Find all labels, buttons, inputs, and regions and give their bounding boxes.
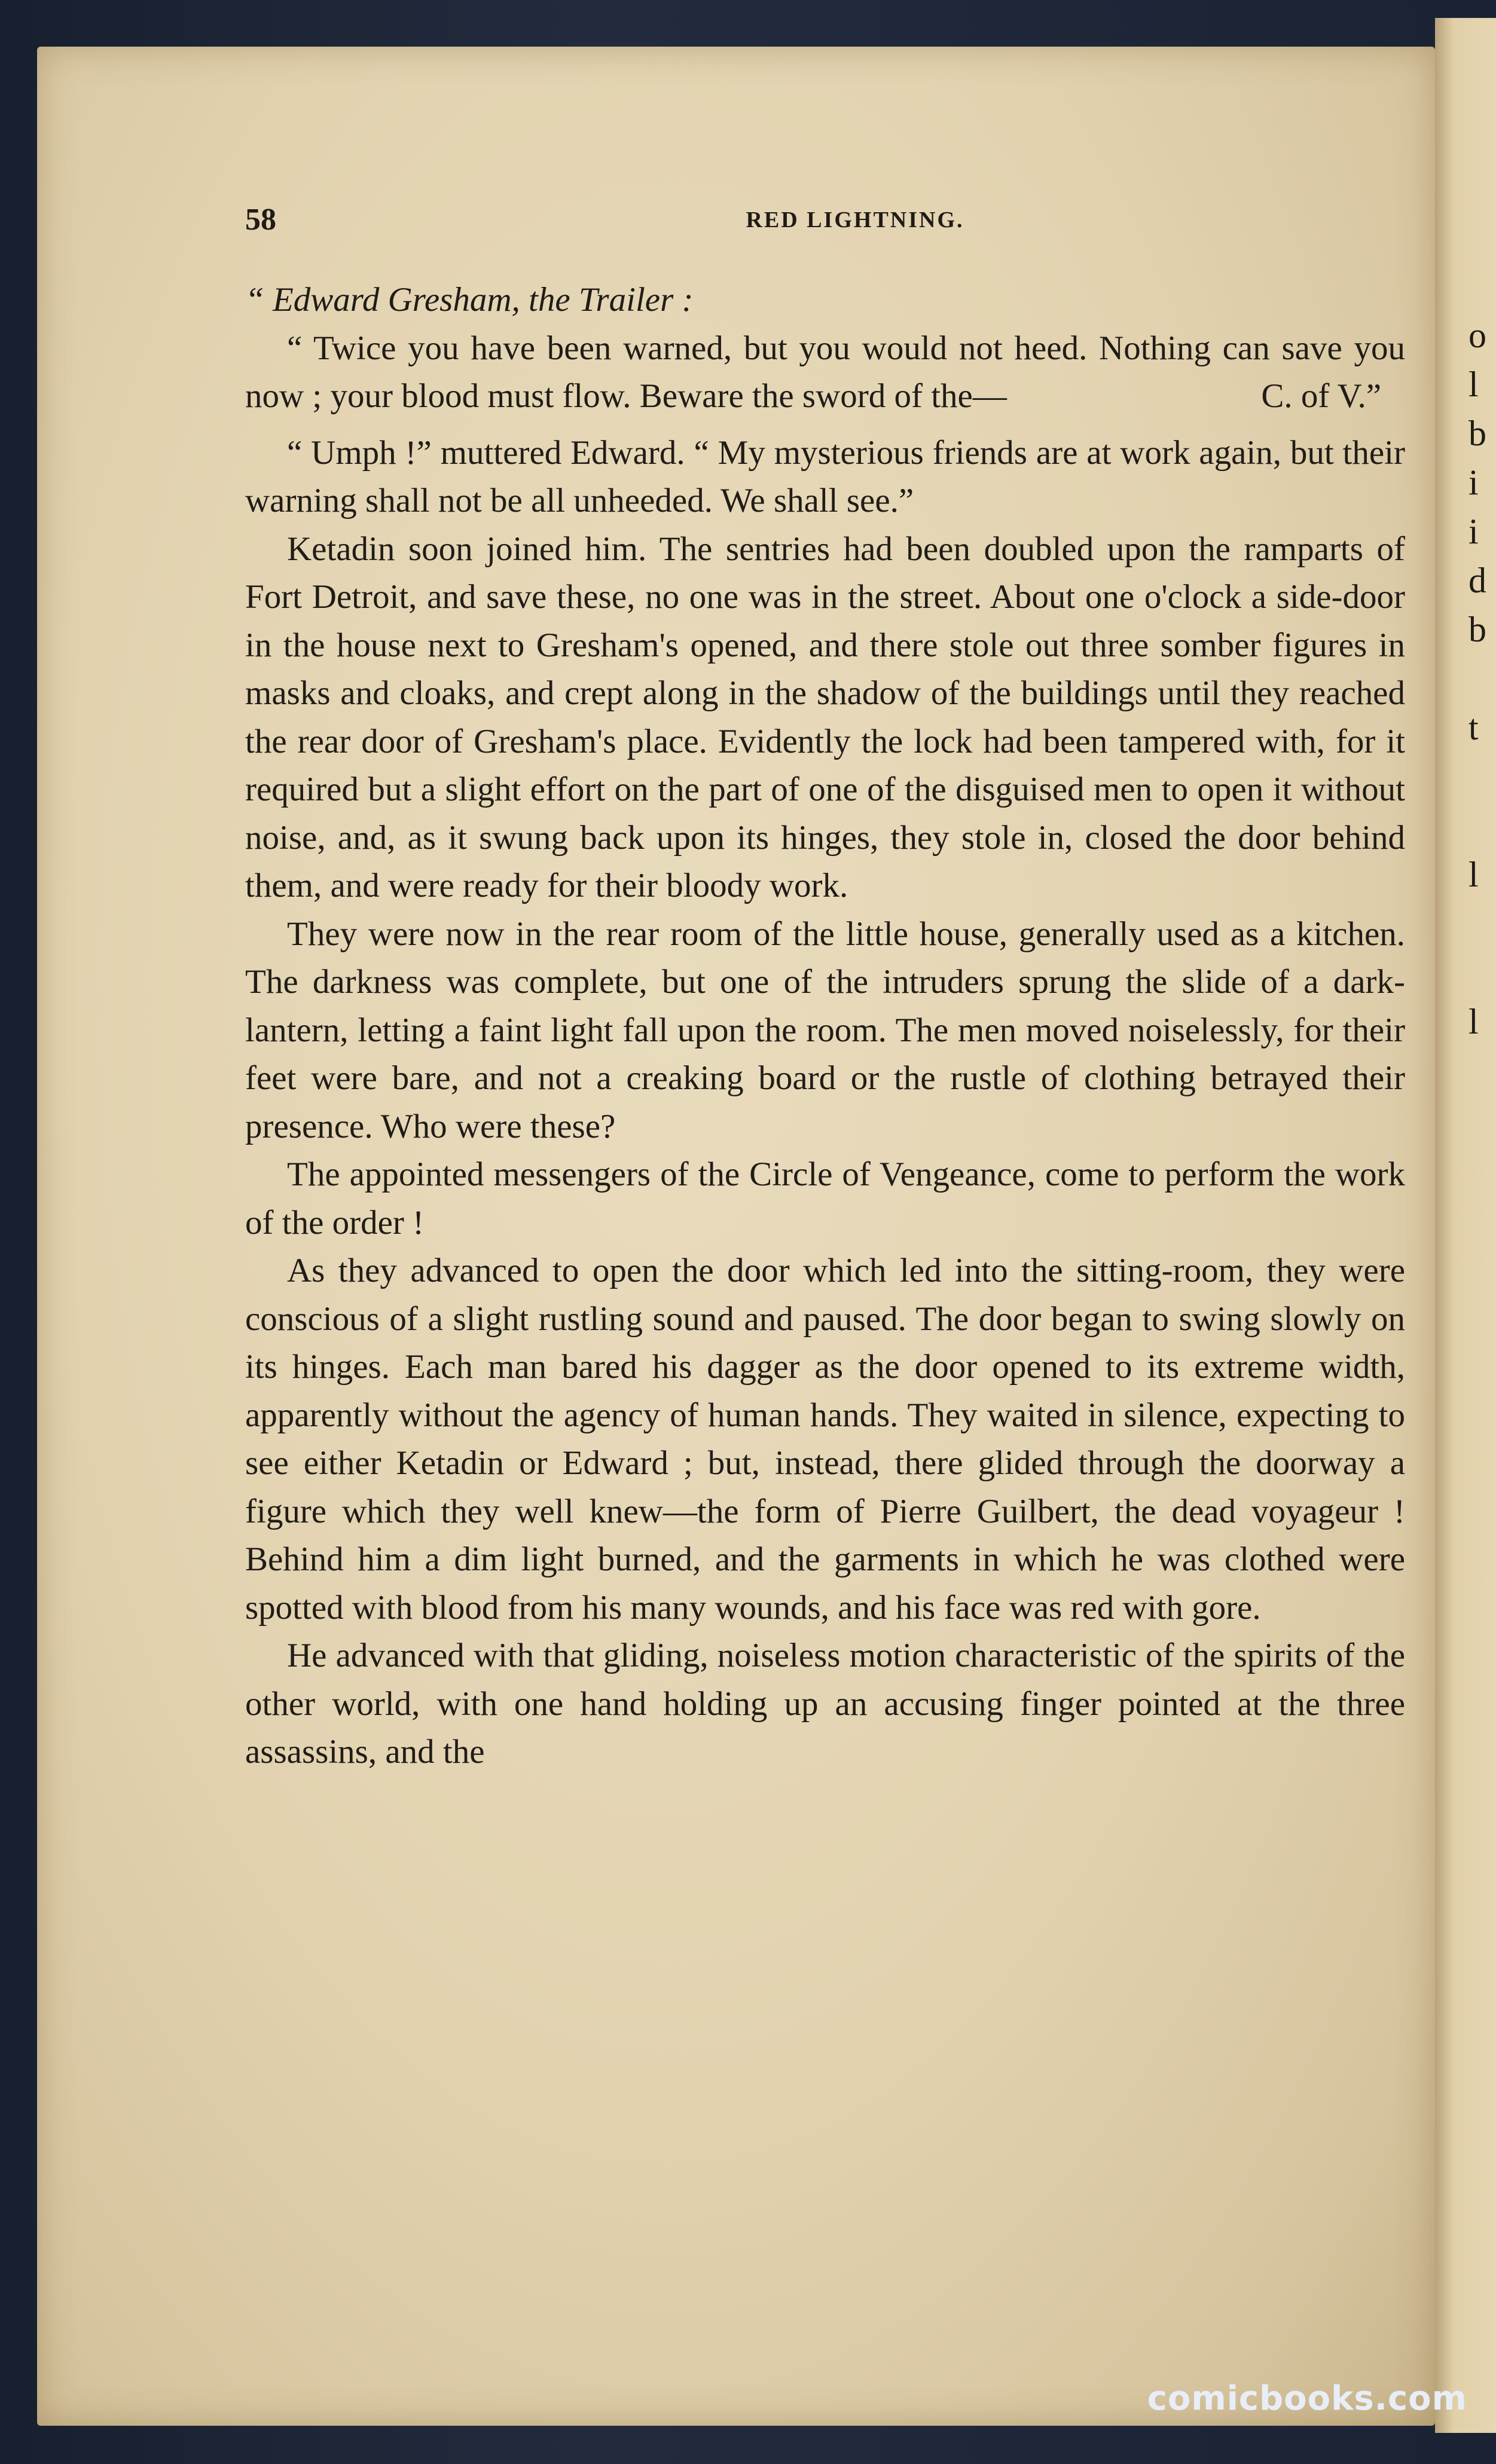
page-number: 58 [245, 203, 276, 237]
note-body [245, 325, 1405, 421]
note-address [245, 276, 1405, 325]
paragraph-4: The appointed messengers of the Circle of Vengeance, come to perform the work of the order ! [245, 1155, 1405, 1242]
paragraph-1: “ Umph !” muttered Edward. “ My mysterious friends are at work again, but their warning shall not be all unheeded. We shall see.” [245, 433, 1405, 519]
paragraph-3: They were now in the rear room of the little house, generally used as a kitchen. The darkness was complete, but one of the intruders sprung the slide of a dark-lantern, letting a faint light fall upon the room. The men moved noiselessly, for their feet were bare, and not a creaking board or the rustle of clothing betrayed their presence. Who were these? [245, 915, 1405, 1145]
running-head: RED LIGHTNING. [746, 207, 964, 233]
page-header [245, 202, 1417, 244]
paragraph-6: He advanced with that gliding, noiseless motion characteristic of the spirits of the other world, with one hand holding up an accusing finger pointed at the three assassins, and the [245, 1637, 1405, 1771]
watermark: comicbooks.com [1147, 2379, 1467, 2418]
paragraph-2: Ketadin soon joined him. The sentries had been doubled upon the ramparts of Fort Detroit, and save these, no one was in the street. About one o'clock a side-door in the house next to Gresham's opened, and there stole out three somber figures in masks and cloaks, and crept along in the shadow of the buildings until they reached the rear door of Gresham's place. Evidently the lock had been tampered with, for it required but a slight effort on the part of one of the disguised men to open it without noise, and, as it swung back upon its hinges, they stole in, closed the door behind them, and were ready for their bloody work. [245, 530, 1405, 904]
note-line: “ Twice you have been warned, but you would not heed. Nothing can save you now ; your blood must flow. Beware the sword of the— [245, 329, 1405, 415]
paragraph-5: As they advanced to open the door which led into the sitting-room, they were conscious of a slight rustling sound and paused. The door began to swing slowly on its hinges. Each man bared his dagger as the door opened to its extreme width, apparently without the agency of human hands. They waited in silence, expecting to see either Ketadin or Edward ; but, instead, there glided through the doorway a figure which they well knew—the form of Pierre Guilbert, the dead voyageur ! Behind him a dim light burned, and the garments in which he was clothed were spotted with blood from his many wounds, and his face was red with gore. [245, 1252, 1405, 1627]
note-address-text: “ Edward Gresham, the Trailer : [245, 281, 694, 319]
note-signature: C. of V.” [1261, 377, 1381, 415]
adjacent-page-edge [1435, 18, 1496, 2433]
adjacent-page-letters: o l b i i d b t l l [1468, 316, 1486, 1041]
body-text [245, 276, 1405, 1777]
